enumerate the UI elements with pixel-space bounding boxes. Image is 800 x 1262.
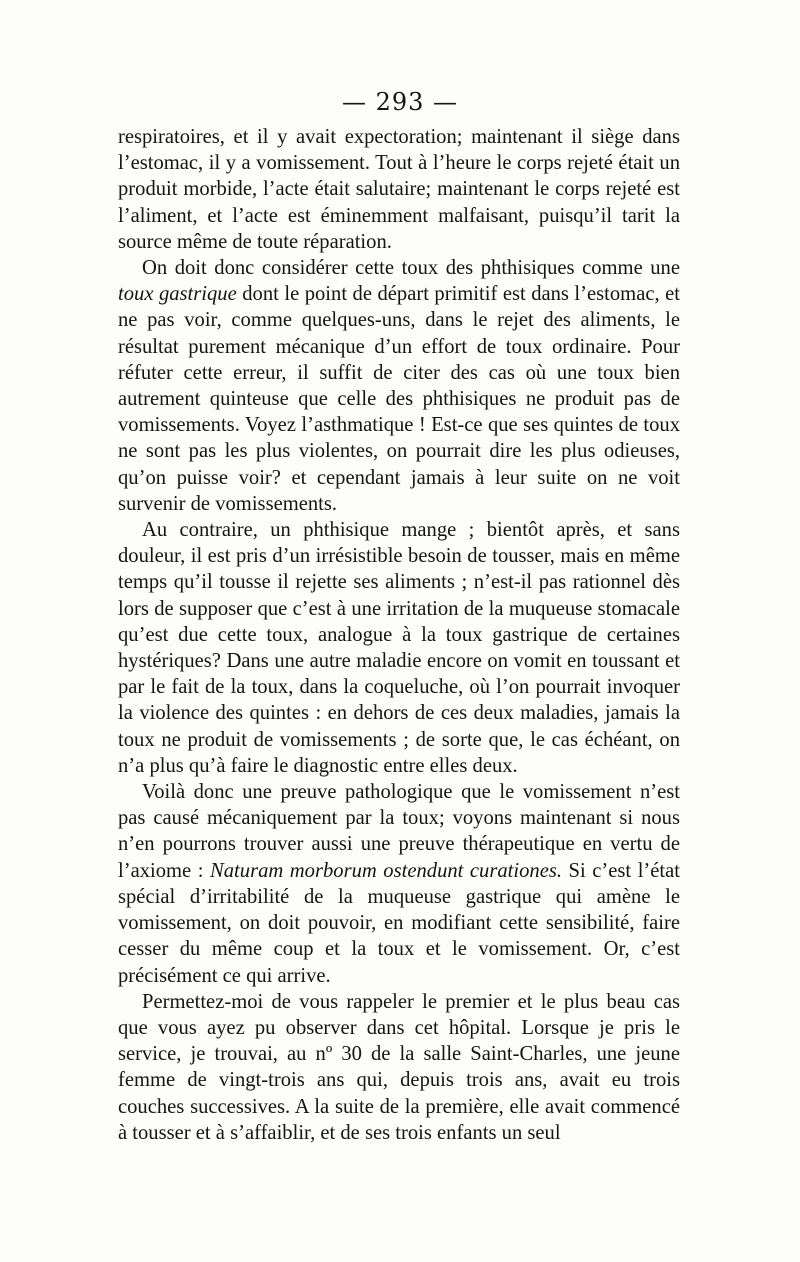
text-segment: On doit donc considérer cette toux des phthisiques comme une <box>142 257 680 280</box>
text-segment: respiratoires, et il y avait expectoration; maintenant il siège dans l’estomac, il y a vomissement. Tout à l’heure le corps rejeté était un produit morbide, l’acte était salutaire; maintenant le corps rejeté est l’aliment, et l’acte est éminemment malfaisant, puisqu’il tarit la source même de toute réparation. <box>118 126 680 253</box>
text-segment: Permettez-moi de vous rappeler le premier et le plus beau cas que vous ayez pu observer dans cet hôpital. Lorsque je pris le service, je trouvai, au nº 30 de la salle Saint-Charles, une jeune femme de vingt-trois ans qui, depuis trois ans, avait eu trois couches successives. A la suite de la première, elle avait commencé à tousser et à s’affaiblir, et de ses trois enfants un seul <box>118 990 680 1144</box>
paragraph <box>118 989 680 1146</box>
italic-text-segment: Naturam morborum ostendunt curationes. <box>210 859 563 882</box>
text-segment: Si c’est l’état spécial d’irritabilité de la muqueuse gastrique qui amène le vomissement, on doit pouvoir, en modifiant cette sensibilité, faire cesser du même coup et la toux et le vomissement. Or, c’est précisément ce qui arrive. <box>118 859 680 987</box>
paragraph <box>118 124 680 255</box>
text-segment: dont le point de départ primitif est dans l’estomac, et ne pas voir, comme quelques-uns, dans le rejet des aliments, le résultat purement mécanique d’un effort de toux ordinaire. Pour réfuter cette erreur, il suffit de citer des cas où une toux bien autrement quinteuse que celle des phthisiques ne produit pas de vomissements. Voyez l’asthmatique ! Est-ce que ses quintes de toux ne sont pas les plus violentes, on pourrait dire les plus odieuses, qu’on puisse voir? et cependant jamais à leur suite on ne voit survenir de vomissements. <box>118 283 680 515</box>
page-number: — 293 — <box>341 88 459 116</box>
paragraph <box>118 779 680 989</box>
text-segment: Au contraire, un phthisique mange ; bientôt après, et sans douleur, il est pris d’un irrésistible besoin de tousser, mais en même temps qu’il tousse il rejette ses aliments ; n’est-il pas rationnel dès lors de supposer que c’est à une irritation de la muqueuse stomacale qu’est due cette toux, analogue à la toux gastrique de certaines hystériques? Dans une autre maladie encore on vomit en toussant et par le fait de la toux, dans la coqueluche, où l’on pourrait invoquer la violence des quintes : en dehors de ces deux maladies, jamais la toux ne produit de vomissements ; de sorte que, le cas échéant, on n’a plus qu’à faire le diagnostic entre elles deux. <box>118 519 680 777</box>
italic-text-segment: toux gastrique <box>118 283 237 306</box>
body-text <box>118 124 680 1146</box>
paragraph <box>118 517 680 779</box>
text-segment: Voilà donc une preuve pathologique que le vomissement n’est pas causé mécaniquement par la toux; voyons maintenant si nous n’en pourrons trouver aussi une preuve thérapeutique en vertu de l’axiome : <box>118 781 680 882</box>
paragraph <box>118 255 680 517</box>
